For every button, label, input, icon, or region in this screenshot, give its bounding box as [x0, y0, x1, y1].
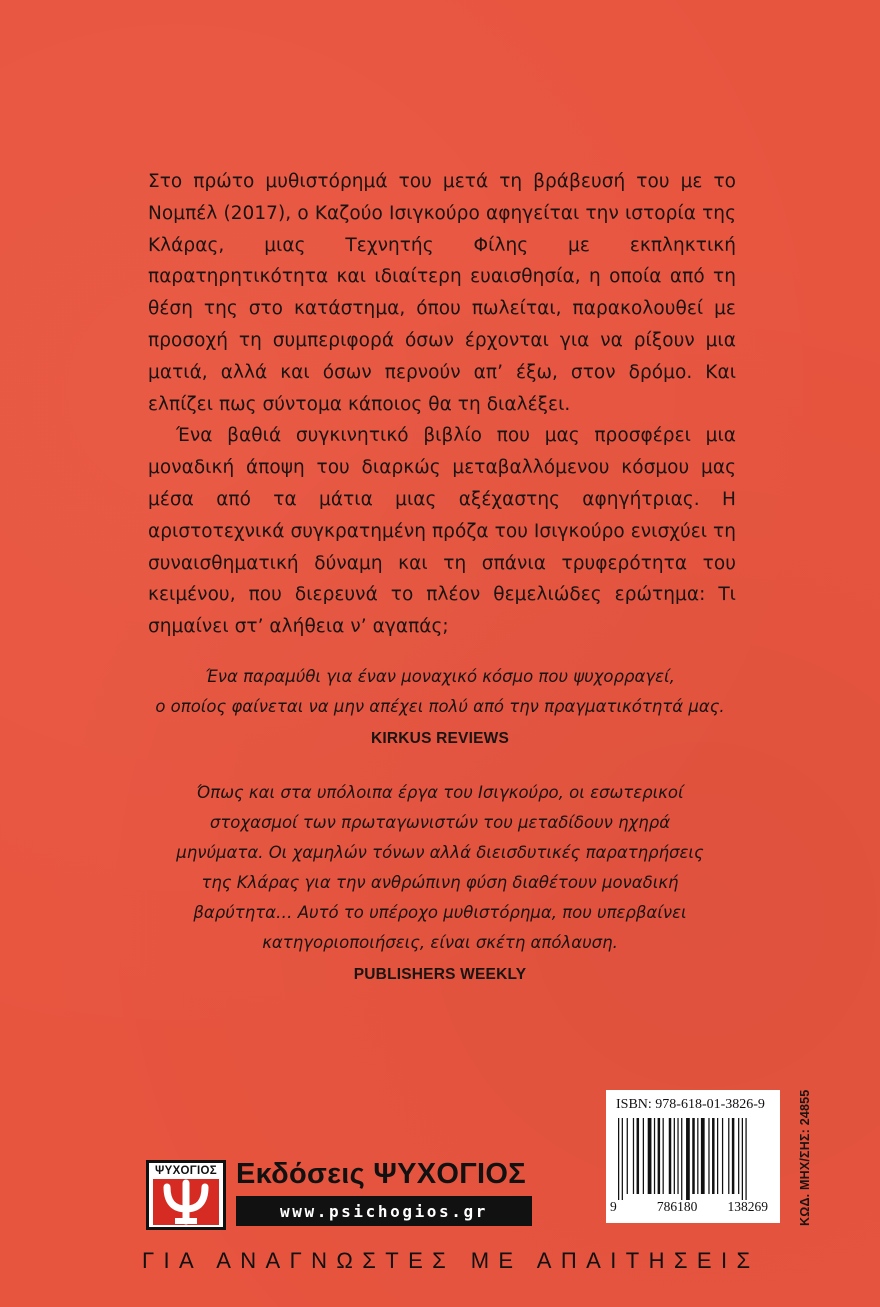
isbn-barcode — [606, 1090, 780, 1223]
quote-source: KIRKUS REVIEWS — [370, 730, 509, 747]
quote-line: μηνύματα. Οι χαμηλών τόνων αλλά διεισδυτικές παρατηρήσεις — [176, 843, 704, 862]
barcode-digit-group: 138269 — [727, 1199, 768, 1214]
review-quote-publishers-weekly — [140, 778, 740, 990]
quote-line: στοχασμοί των πρωταγωνιστών του μεταδίδουν ηχηρά — [209, 813, 671, 832]
barcode-digit-group: 786180 — [656, 1199, 698, 1214]
barcode-bars — [610, 1118, 776, 1200]
publisher-website[interactable]: www.psichogios.gr — [236, 1196, 532, 1226]
blurb-paragraph-2: Ένα βαθιά συγκινητικό βιβλίο που μας προσφέρει μια μοναδική άποψη του διαρκώς μεταβαλλόμενου κόσμου μας μέσα από τα μάτια μιας αξέχαστης αφηγήτριας. Η αριστοτεχνικά συγκρατημένη πρόζα του Ισιγκούρο ενισχύει τη συναισθηματική δύναμη και τη σπάνια τρυφερότητα του κειμένου, που διερευνά το πλέον θεμελιώδες ερώτημα: Τι σημαίνει στ’ αλήθεια ν’ αγαπάς; — [148, 425, 736, 638]
psi-icon — [153, 1179, 219, 1225]
quote-line: Όπως και στα υπόλοιπα έργα του Ισιγκούρο, οι εσωτερικοί — [196, 783, 684, 802]
publisher-tagline: ΓΙΑ ΑΝΑΓΝΩΣΤΕΣ ΜΕ ΑΠΑΙΤΗΣΕΙΣ — [142, 1248, 760, 1273]
barcode-digits — [610, 1199, 776, 1215]
quote-line: κατηγοριοποιήσεις, είναι σκέτη απόλαυση. — [262, 933, 618, 952]
barcode-digit-group: 9 — [610, 1199, 617, 1214]
publisher-logo — [146, 1160, 226, 1230]
publisher-name: Εκδόσεις ΨΥΧΟΓΙΟΣ — [236, 1158, 526, 1190]
quote-line: Ένα παραμύθι για έναν μοναχικό κόσμο που ψυχορραγεί, — [205, 667, 675, 686]
blurb-paragraph-1: Στο πρώτο μυθιστόρημά του μετά τη βράβευσή του με το Νομπέλ (2017), ο Καζούο Ισιγκούρο αφηγείται την ιστορία της Κλάρας, μιας Τεχνητής Φίλης με εκπληκτική παρατηρητικότητα και ιδιαίτερη ευαισθησία, η οποία από τη θέση της στο κατάστημα, όπου πωλείται, παρακολουθεί με προσοχή τη συμπεριφορά όσων έρχονται για να ρίξουν μια ματιά, αλλά και όσων περνούν απ’ έξω, στον δρόμο. Και ελπίζει πως σύντομα κάποιος θα τη διαλέξει. — [148, 171, 736, 415]
book-blurb — [148, 166, 736, 643]
logo-wordmark: ΨΥΧΟΓΙΟΣ — [155, 1165, 217, 1177]
quote-line: βαρύτητα… Αυτό το υπέροχο μυθιστόρημα, που υπερβαίνει — [193, 903, 687, 922]
quote-line: ο οποίος φαίνεται να μην απέχει πολύ από την πραγματικότητά μας. — [155, 697, 725, 716]
review-quote-kirkus — [140, 662, 740, 754]
product-code: ΚΩΔ. ΜΗΧ/ΣΗΣ: 24855 — [798, 1089, 812, 1226]
isbn-label: ISBN: 978-618-01-3826-9 — [616, 1097, 765, 1112]
quote-source: PUBLISHERS WEEKLY — [353, 966, 527, 983]
quote-line: της Κλάρας για την ανθρώπινη φύση διαθέτουν μοναδική — [201, 873, 679, 892]
